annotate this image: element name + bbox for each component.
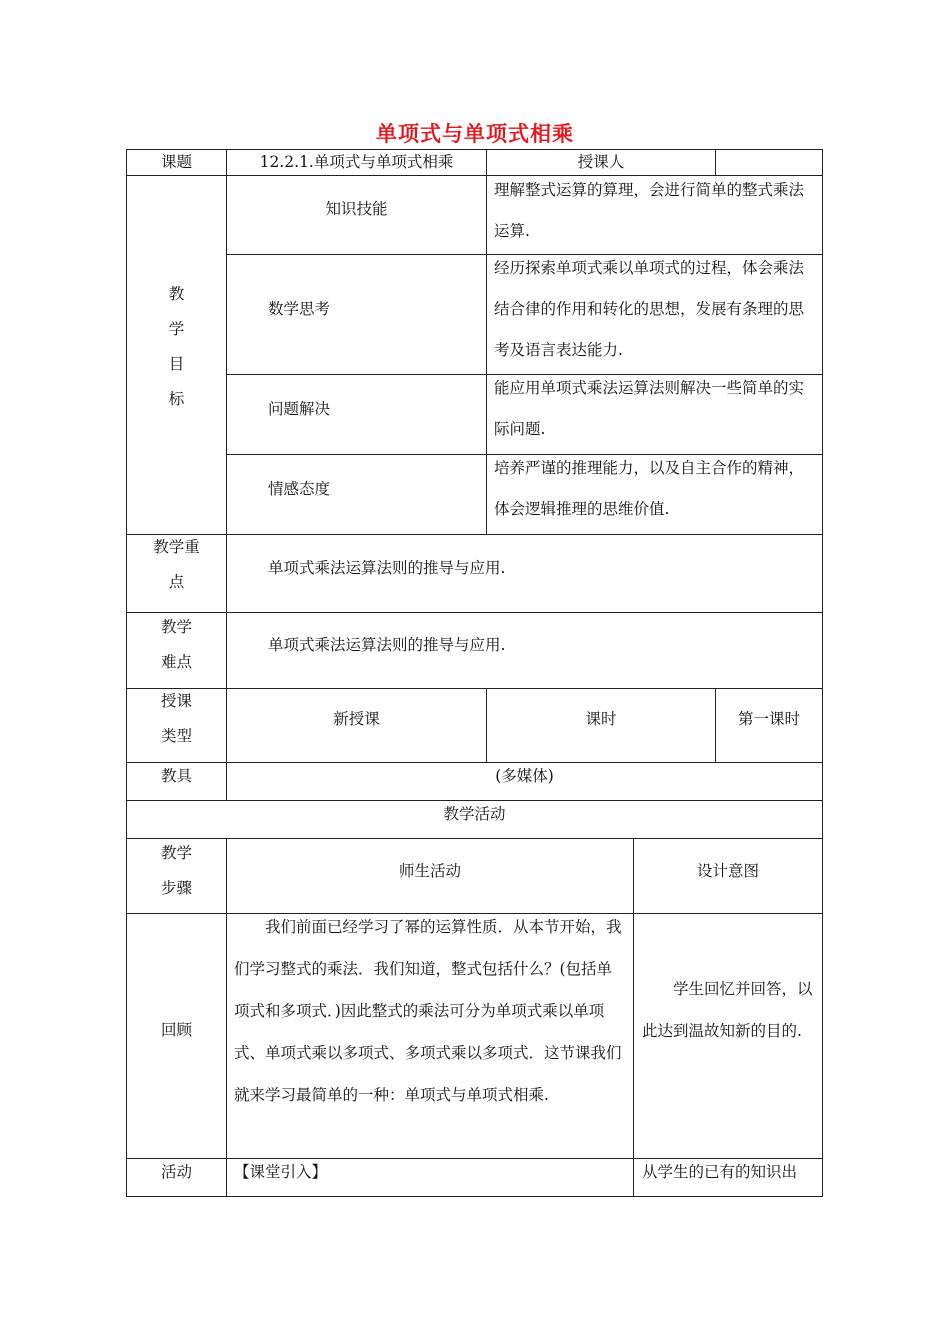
table-rule [822, 149, 823, 1197]
table-rule [486, 175, 487, 534]
key-point-label-line: 教学重 [153, 538, 200, 556]
objectives-label-char: 教 [168, 285, 185, 303]
table-rule [126, 688, 823, 689]
difficulty-label-line: 教学 [160, 618, 192, 636]
period-label: 课时 [585, 710, 617, 728]
table-rule [126, 762, 823, 763]
table-rule [126, 800, 823, 801]
table-rule [226, 838, 227, 1196]
activities-header: 教学活动 [443, 805, 506, 823]
teacher-label: 授课人 [577, 153, 625, 171]
objective-text: 培养严谨的推理能力，以及自主合作的精神，体会逻辑推理的思维价值. [494, 459, 805, 518]
lesson-type-label-line: 类型 [160, 727, 192, 745]
objective-name: 问题解决 [268, 400, 331, 418]
table-rule [633, 838, 634, 1196]
tools-value: (多媒体) [495, 767, 554, 785]
period-value: 第一课时 [737, 710, 800, 728]
objective-name: 情感态度 [268, 480, 331, 498]
objectives-label [127, 277, 226, 417]
review-intent: 学生回忆并回答，以此达到温故知新的目的. [642, 980, 813, 1040]
difficulty-label-line: 难点 [160, 653, 192, 671]
lesson-type-label-line: 授课 [160, 692, 192, 710]
tools-label: 教具 [160, 767, 192, 785]
objective-name: 知识技能 [325, 200, 388, 218]
difficulty-text: 单项式乘法运算法则的推导与应用. [268, 636, 506, 654]
objective-name: 数学思考 [268, 300, 331, 318]
table-rule [126, 612, 823, 613]
objective-text: 经历探索单项式乘以单项式的过程，体会乘法结合律的作用和转化的思想，发展有条理的思考及语言表达能力. [494, 259, 805, 359]
review-text: 我们前面已经学习了幂的运算性质．从本节开始，我们学习整式的乘法．我们知道，整式包括什么？(包括单项式和多项式．)因此整式的乘法可分为单项式乘以单项式、单项式乘以多项式、多项式乘以多项式．这节课我们就来学习最简单的一种：单项式与单项式相乘. [234, 918, 622, 1104]
objectives-label-char: 学 [168, 320, 185, 338]
key-point-label [127, 530, 226, 600]
step-column-header-line: 教学 [160, 844, 192, 862]
activity-column-header: 师生活动 [398, 862, 461, 880]
intent-column-header: 设计意图 [696, 862, 759, 880]
activity-intent: 从学生的已有的知识出 [642, 1163, 798, 1181]
course-label: 课题 [160, 153, 192, 171]
review-step: 回顾 [160, 1021, 192, 1039]
table-rule [226, 149, 227, 800]
lesson-type-value: 新授课 [333, 710, 380, 728]
step-column-header-line: 步骤 [160, 879, 192, 897]
table-rule [126, 534, 823, 535]
key-point-label-line: 点 [168, 573, 185, 591]
activity-step: 活动 [160, 1163, 192, 1181]
key-point-text: 单项式乘法运算法则的推导与应用. [268, 559, 506, 577]
objective-text: 理解整式运算的算理，会进行简单的整式乘法运算. [494, 181, 805, 240]
table-rule [126, 838, 823, 839]
course-value: 12.2.1.单项式与单项式相乘 [259, 153, 454, 171]
table-rule [126, 1196, 823, 1197]
step-column-header [127, 836, 226, 906]
lesson-type-label [127, 684, 226, 754]
objective-text: 能应用单项式乘法运算法则解决一些简单的实际问题. [494, 379, 805, 438]
document-title: 单项式与单项式相乘 [376, 121, 574, 146]
table-rule [126, 149, 823, 150]
table-rule [126, 1158, 823, 1159]
objectives-label-char: 目 [168, 355, 185, 373]
activity-text: 【课堂引入】 [234, 1163, 328, 1181]
objectives-label-char: 标 [168, 390, 185, 408]
difficulty-label [127, 610, 226, 680]
